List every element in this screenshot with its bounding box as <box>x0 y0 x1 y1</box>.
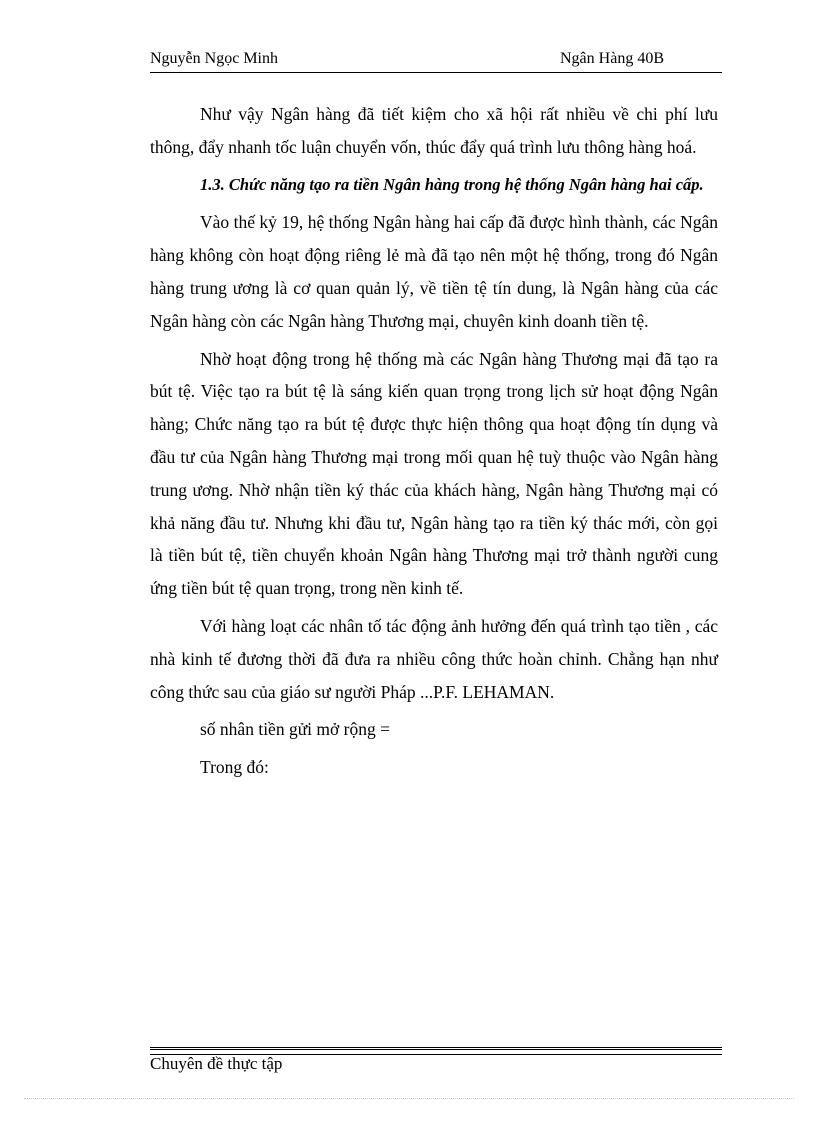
paragraph-money-creation: Nhờ hoạt động trong hệ thống mà các Ngân hàng Thương mại đã tạo ra bút tệ. Việc tạo ra bút tệ là sáng kiến quan trọng trong lịch sử hoạt động Ngân hàng; Chức năng tạo ra bút tệ được thực hiện thông qua hoạt động tín dụng và đầu tư của Ngân hàng Thương mại trong mối quan hệ tuỳ thuộc vào Ngân hàng trung ương. Nhờ nhận tiền ký thác của khách hàng, Ngân hàng Thương mại có khả năng đầu tư. Nhưng khi đầu tư, Ngân hàng tạo ra tiền ký thác mới, còn gọi là tiền bút tệ, tiền chuyển khoản Ngân hàng Thương mại trở thành người cung ứng tiền bút tệ quan trọng, trong nền kinh tế. <box>150 348 718 599</box>
paragraph-formula-intro: Với hàng loạt các nhân tố tác động ảnh hưởng đến quá trình tạo tiền , các nhà kinh tế đương thời đã đưa ra nhiều công thức hoàn chỉnh. Chẳng hạn như công thức sau của giáo sư người Pháp ...P.F. LEHAMAN. <box>150 615 718 702</box>
document-body <box>150 98 718 789</box>
paragraph-savings: Như vậy Ngân hàng đã tiết kiệm cho xã hội rất nhiều về chi phí lưu thông, đẩy nhanh tốc luận chuyển vốn, thúc đẩy quá trình lưu thông hàng hoá. <box>150 104 718 157</box>
page-edge-divider <box>24 1098 794 1099</box>
deposit-multiplier-formula: số nhân tiền gửi mở rộng = <box>200 719 390 740</box>
paragraph-two-tier-system: Vào thế kỷ 19, hệ thống Ngân hàng hai cấp đã được hình thành, các Ngân hàng không còn hoạt động riêng lẻ mà đã tạo nên một hệ thống, trong đó Ngân hàng trung ương là cơ quan quản lý, về tiền tệ tín dung, là Ngân hàng của các Ngân hàng còn các Ngân hàng Thương mại, chuyên kinh doanh tiền tệ. <box>150 212 718 331</box>
header-author: Nguyễn Ngọc Minh <box>150 50 278 67</box>
page-footer: Chuyên đề thực tập <box>150 1054 283 1073</box>
page-header <box>150 50 722 73</box>
section-heading: 1.3. Chức năng tạo ra tiền Ngân hàng trong hệ thống Ngân hàng hai cấp. <box>200 174 704 194</box>
header-class: Ngân Hàng 40B <box>560 50 664 67</box>
where-label: Trong đó: <box>200 757 269 778</box>
